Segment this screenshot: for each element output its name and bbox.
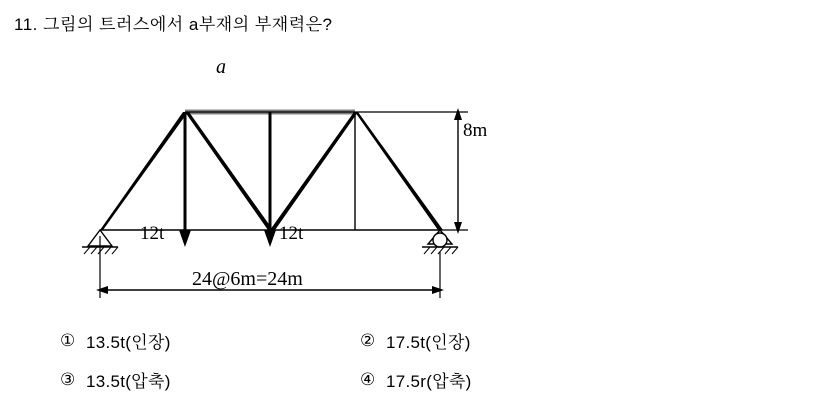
roller-circle (433, 233, 447, 247)
height-dimension-arrow (454, 108, 462, 234)
answer-choices (60, 328, 680, 392)
diagonal-left-web (185, 112, 273, 230)
answer-choice-1[interactable] (60, 328, 360, 353)
load-right-label: 12t (279, 223, 304, 244)
right-end-post (355, 112, 443, 230)
answer-marker-1: ① (60, 330, 76, 350)
answer-label-2: 17.5t(인장) (386, 333, 471, 352)
page-title: 11. 그림의 트러스에서 a부재의 부재력은? (14, 15, 333, 34)
left-end-post (100, 112, 188, 230)
answer-marker-3: ③ (60, 369, 76, 389)
answer-label-1: 13.5t(인장) (86, 333, 171, 352)
load-left-label: 12t (140, 223, 165, 244)
truss-diagram (0, 40, 700, 320)
answer-marker-4: ④ (360, 369, 376, 389)
answer-choice-2[interactable] (360, 328, 660, 353)
answer-marker-2: ② (360, 330, 376, 350)
height-label: 8m (463, 120, 488, 141)
member-a-label: a (216, 56, 226, 78)
answer-choice-4[interactable] (360, 367, 660, 392)
answer-label-3: 13.5t(압축) (86, 372, 171, 391)
answer-label-4: 17.5r(압축) (386, 372, 472, 391)
truss-svg (0, 40, 700, 320)
pin-support-hatch (84, 247, 118, 254)
answer-choice-3[interactable] (60, 367, 360, 392)
load-arrow-left (179, 112, 191, 247)
span-label: 24@6m=24m (192, 268, 303, 290)
diagonal-right-web (270, 112, 358, 230)
roller-support-hatch (424, 247, 458, 254)
